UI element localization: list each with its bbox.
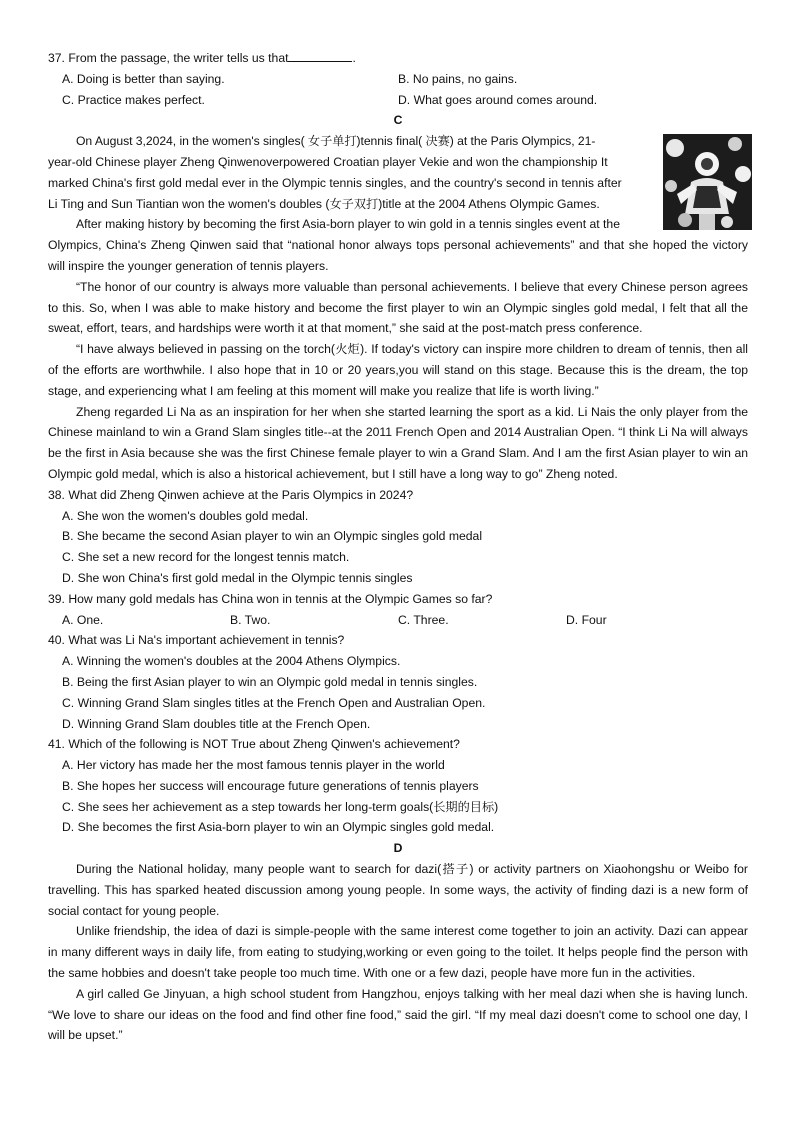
tennis-player-photo	[663, 134, 752, 230]
option-b: B. Two.	[230, 612, 271, 627]
question-40-option-c: C. Winning Grand Slam singles titles at the French Open and Australian Open.	[62, 695, 486, 710]
question-38-stem: 38. What did Zheng Qinwen achieve at the Paris Olympics in 2024?	[48, 487, 414, 502]
option-a: A. Doing is better than saying.	[62, 71, 225, 86]
question-41-option-d: D. She becomes the first Asia-born player to win an Olympic singles gold medal.	[62, 820, 495, 835]
question-40-stem: 40. What was Li Na's important achievement in tennis?	[48, 633, 345, 648]
passage-c-p1-line1: On August 3,2024, in the women's singles( 女子单打)tennis final( 决赛) at the Paris Olympics, 21-	[76, 134, 596, 149]
exam-page	[48, 48, 748, 1046]
passage-c-paragraph-5: Zheng regarded Li Na as an inspiration for her when she started learning the sport as a kid. Li Nais the only player from the Chinese mainland to win a Grand Slam singles title--at the 2011 French Open and 2014 Australian Open. “I think Li Na will always be the first in Asia because she was the first Chinese female player to win a Grand Slam. And I am the first Asian player to win an Olympic gold medal, which is also a historical achievement, but I still have a long way to go” Zheng noted.	[48, 404, 748, 481]
option-c: C. Three.	[398, 612, 449, 627]
option-d: D. What goes around comes around.	[398, 92, 598, 107]
passage-d-paragraph-1: During the National holiday, many people want to search for dazi(搭子) or activity partners on Xiaohongshu or Weibo for travelling. This has sparked heated discussion among young people. In some ways, the activity of finding dazi is a new form of social contact for young people.	[48, 862, 748, 918]
question-38-option-a: A. She won the women's doubles gold medal.	[62, 508, 309, 523]
passage-d-paragraph-2: Unlike friendship, the idea of dazi is simple-people with the same interest come together to join an activity. Dazi can appear in many different ways in daily life, from eating to studying,working or even going to the toilet. It helps people find the person with the same hobbies and doesn't take people too much time. With one or a few dazi, people have more fun in the activities.	[48, 924, 748, 981]
option-a: A. One.	[62, 612, 104, 627]
passage-c-paragraph-4: “I have always believed in passing on the torch(火炬). If today's victory can inspire more children to dream of tennis, then all of the efforts are worthwhile. I also hope that in 10 or 20 years,you will stand on this stage. Because this is the dream, the top stage, and experiencing what I am feeling at this moment will make you realize that life is worth living.”	[48, 342, 748, 398]
option-d: D. Four	[566, 612, 607, 627]
option-c: C. Practice makes perfect.	[62, 92, 205, 107]
passage-c-p2-rest: Olympics, China's Zheng Qinwen said that “national honor always tops personal achievements” and that she hoped the victory will inspire the younger generation of tennis players.	[48, 238, 748, 273]
question-39-stem: 39. How many gold medals has China won in tennis at the Olympic Games so far?	[48, 591, 493, 606]
passage-c-p1-line3: marked China's first gold medal ever in the Olympic tennis singles, and the country's second in tennis after	[48, 175, 622, 190]
question-41-option-a: A. Her victory has made her the most famous tennis player in the world	[62, 758, 445, 773]
passage-c-p1-line2: year-old Chinese player Zheng Qinwenoverpowered Croatian player Vekie and won the championship It	[48, 154, 608, 169]
option-b: B. No pains, no gains.	[398, 71, 518, 86]
question-40-option-d: D. Winning Grand Slam doubles title at the French Open.	[62, 716, 371, 731]
answer-blank	[288, 49, 352, 62]
question-41-stem: 41. Which of the following is NOT True about Zheng Qinwen's achievement?	[48, 737, 460, 752]
question-37-stem: 37. From the passage, the writer tells us that .	[48, 51, 356, 65]
question-39-options	[48, 610, 748, 631]
question-37-options-row2	[48, 90, 748, 111]
question-40-option-a: A. Winning the women's doubles at the 2004 Athens Olympics.	[62, 654, 401, 669]
passage-c-p2-line1: After making history by becoming the first Asia-born player to win gold in a tennis singles event at the	[76, 217, 620, 232]
passage-c	[48, 131, 748, 485]
question-37-options-row1	[48, 69, 748, 90]
passage-c-p1-line4: Li Ting and Sun Tiantian won the women's doubles (女子双打)title at the 2004 Athens Olympic Games.	[48, 196, 600, 211]
passage-c-paragraph-3: “The honor of our country is always more valuable than personal achievements. I believe that every Chinese person agrees to this. So, when I was able to make history and become the first player to win an Olympic singles gold medal, I felt that all the sweat, effort, tears, and hardships were worth it at that moment,” she said at the post-match press conference.	[48, 279, 748, 336]
question-38-option-b: B. She became the second Asian player to win an Olympic singles gold medal	[62, 529, 483, 544]
passage-d	[48, 859, 748, 1046]
question-40-option-b: B. Being the first Asian player to win an Olympic gold medal in tennis singles.	[62, 674, 478, 689]
question-41-option-c: C. She sees her achievement as a step towards her long-term goals(长期的目标)	[62, 799, 499, 814]
question-41-option-b: B. She hopes her success will encourage future generations of tennis players	[62, 778, 479, 793]
section-heading-d: D	[393, 841, 403, 856]
section-heading-c: C	[393, 113, 403, 128]
question-38-option-c: C. She set a new record for the longest tennis match.	[62, 550, 350, 565]
photo-illustration	[663, 134, 752, 230]
question-38-option-d: D. She won China's first gold medal in the Olympic tennis singles	[62, 570, 413, 585]
passage-d-paragraph-3: A girl called Ge Jinyuan, a high school student from Hangzhou, enjoys talking with her meal dazi when she is having lunch. “We love to share our ideas on the food and find other fine food,” said the girl. “If my meal dazi doesn't come to school one day, I will be upset.”	[48, 986, 748, 1043]
